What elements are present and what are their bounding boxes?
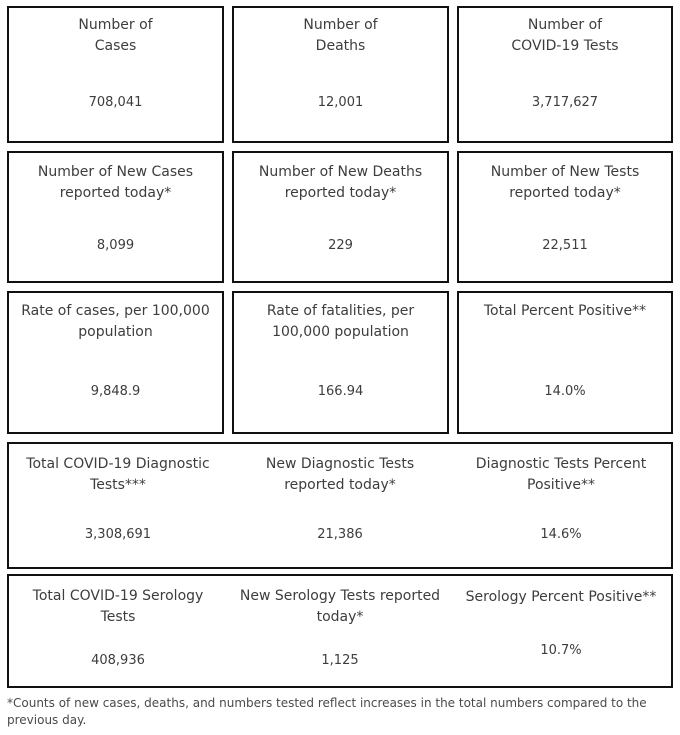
- serology-panel: [7, 574, 673, 688]
- deaths-card: [232, 6, 449, 143]
- new-tests-value: 22,511: [542, 238, 588, 253]
- case-rate-value: 9,848.9: [90, 384, 141, 399]
- diagnostic-new-cell: [231, 444, 449, 567]
- new-deaths-label: Number of New Deaths reported today*: [258, 164, 423, 201]
- tests-card: [457, 6, 673, 143]
- tests-label: Number of COVID-19 Tests: [511, 17, 619, 54]
- diagnostic-total-label: Total COVID-19 Diagnostic Tests***: [26, 456, 210, 493]
- deaths-value: 12,001: [317, 95, 364, 110]
- serology-new-value: 1,125: [321, 653, 359, 668]
- diagnostic-panel: [7, 442, 673, 569]
- case-rate-label: Rate of cases, per 100,000 population: [21, 303, 210, 340]
- new-tests-label: Number of New Tests reported today*: [490, 164, 640, 201]
- diagnostic-new-label: New Diagnostic Tests reported today*: [265, 456, 415, 493]
- diagnostic-total-cell: [9, 444, 227, 567]
- diagnostic-new-value: 21,386: [317, 527, 363, 542]
- serology-positive-cell: [452, 576, 670, 686]
- new-deaths-value: 229: [328, 238, 353, 253]
- diagnostic-positive-value: 14.6%: [540, 527, 582, 542]
- percent-positive-value: 14.0%: [544, 384, 586, 399]
- footnote: *Counts of new cases, deaths, and numbers tested reflect increases in the total numbers compared to the previous day.: [7, 696, 647, 727]
- cases-value: 708,041: [88, 95, 143, 110]
- percent-positive-card: [457, 291, 673, 434]
- fatality-rate-card: [232, 291, 449, 434]
- serology-total-value: 408,936: [91, 653, 145, 668]
- diagnostic-positive-label: Diagnostic Tests Percent Positive**: [475, 456, 647, 493]
- new-cases-value: 8,099: [96, 238, 135, 253]
- deaths-label: Number of Deaths: [303, 17, 378, 54]
- serology-positive-value: 10.7%: [540, 643, 582, 658]
- new-tests-card: [457, 151, 673, 283]
- serology-new-label: New Serology Tests reported today*: [239, 588, 441, 625]
- serology-total-cell: [9, 576, 227, 686]
- diagnostic-total-value: 3,308,691: [84, 527, 152, 542]
- serology-new-cell: [231, 576, 449, 686]
- serology-positive-label: Serology Percent Positive**: [465, 589, 657, 605]
- new-deaths-card: [232, 151, 449, 283]
- tests-value: 3,717,627: [531, 95, 599, 110]
- serology-total-label: Total COVID-19 Serology Tests: [32, 588, 204, 625]
- cases-label: Number of Cases: [78, 17, 153, 54]
- new-cases-card: [7, 151, 224, 283]
- percent-positive-label: Total Percent Positive**: [483, 303, 647, 319]
- case-rate-card: [7, 291, 224, 434]
- cases-card: [7, 6, 224, 143]
- fatality-rate-label: Rate of fatalities, per 100,000 population: [266, 303, 415, 340]
- diagnostic-positive-cell: [452, 444, 670, 567]
- fatality-rate-value: 166.94: [317, 384, 364, 399]
- new-cases-label: Number of New Cases reported today*: [37, 164, 194, 201]
